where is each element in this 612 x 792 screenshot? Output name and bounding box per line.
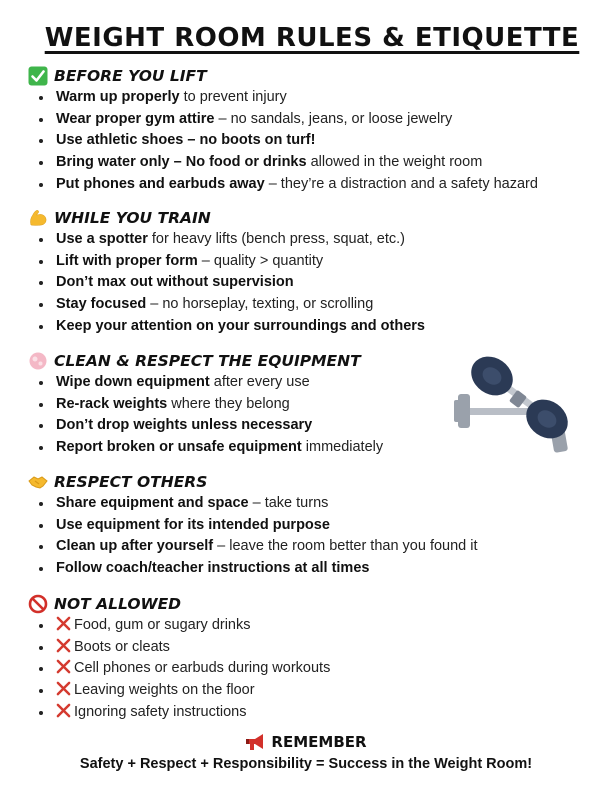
cross-mark-icon — [56, 681, 71, 696]
rule-text: after every use — [209, 374, 310, 390]
list-item — [28, 109, 598, 131]
list-item — [28, 615, 598, 637]
rule-list — [28, 493, 598, 580]
rule-bold: Use equipment for its intended purpose — [56, 516, 330, 533]
rule-bold: Share equipment and space — [56, 495, 249, 511]
section-title: CLEAN & RESPECT THE EQUIPMENT — [54, 352, 361, 370]
list-item — [28, 680, 598, 702]
list-item — [28, 174, 598, 196]
list-item — [28, 515, 598, 537]
section-header — [28, 65, 598, 87]
section-title: WHILE YOU TRAIN — [54, 209, 211, 227]
dumbbell-icon — [452, 356, 576, 456]
rule-list — [28, 229, 598, 337]
rule-text: to prevent injury — [179, 89, 287, 105]
rule-text: – no horseplay, texting, or scrolling — [146, 296, 374, 313]
rule-bold: Report broken or unsafe equipment — [56, 439, 302, 456]
tagline: Safety + Respect + Responsibility = Success in the Weight Room! — [79, 756, 533, 772]
rule-text: Food, gum or sugary drinks — [74, 617, 251, 633]
rule-bold: Stay focused — [56, 296, 147, 313]
flexed-biceps-icon — [28, 208, 48, 228]
section-respect-others — [28, 471, 598, 580]
rule-bold: Warm up properly — [56, 89, 180, 105]
section-not-allowed — [28, 593, 598, 723]
section-title: BEFORE YOU LIFT — [54, 67, 207, 85]
sponge-icon — [28, 351, 48, 371]
section-title: RESPECT OTHERS — [54, 473, 208, 491]
remember-title: REMEMBER — [271, 733, 367, 751]
rule-bold: Wipe down equipment — [56, 374, 210, 390]
rule-list — [28, 615, 598, 723]
list-item — [28, 87, 598, 109]
list-item — [28, 637, 598, 659]
list-item — [28, 536, 598, 558]
handshake-icon — [28, 472, 48, 492]
rule-bold: Wear proper gym attire — [56, 110, 215, 127]
rule-bold: Bring water only – No food or drinks — [56, 154, 307, 171]
cross-mark-icon — [56, 703, 71, 718]
rule-text: where they belong — [167, 395, 290, 412]
rule-bold: Use a spotter — [56, 231, 148, 247]
rule-text: for heavy lifts (bench press, squat, etc.) — [147, 231, 405, 247]
remember-header — [0, 733, 612, 751]
rule-text: immediately — [301, 439, 384, 456]
rule-bold: Re-rack weights — [56, 395, 168, 412]
list-item — [28, 493, 598, 515]
cross-mark-icon — [56, 659, 71, 674]
rule-text: – quality > quantity — [197, 252, 324, 269]
rule-bold: Clean up after yourself — [56, 538, 214, 555]
rule-text: – take turns — [248, 495, 329, 511]
rule-text: Cell phones or earbuds during workouts — [74, 660, 331, 677]
section-while-you-train — [28, 207, 598, 337]
rule-bold: Use athletic shoes – no boots on turf! — [56, 132, 316, 149]
list-item — [28, 272, 598, 294]
rule-text: – they’re a distraction and a safety hazard — [264, 175, 538, 192]
list-item — [28, 294, 598, 316]
list-item — [28, 702, 598, 724]
section-header — [28, 207, 598, 229]
rule-bold: Put phones and earbuds away — [56, 175, 265, 192]
rule-bold: Don’t max out without supervision — [56, 274, 294, 291]
rule-bold: Follow coach/teacher instructions at all times — [56, 560, 370, 577]
rule-bold: Keep your attention on your surroundings and others — [56, 317, 425, 334]
section-header — [28, 593, 598, 615]
list-item — [28, 229, 598, 251]
megaphone-icon — [245, 733, 267, 751]
rule-text: Leaving weights on the floor — [74, 682, 255, 699]
section-header — [28, 471, 598, 493]
cross-mark-icon — [56, 616, 71, 631]
section-title: NOT ALLOWED — [54, 595, 182, 613]
rule-list — [28, 87, 598, 195]
rule-text: – no sandals, jeans, or loose jewelry — [214, 110, 453, 127]
list-item — [28, 316, 598, 338]
list-item — [28, 130, 598, 152]
rule-text: Boots or cleats — [74, 638, 170, 655]
section-before-you-lift — [28, 65, 598, 195]
list-item — [28, 658, 598, 680]
rule-bold: Don’t drop weights unless necessary — [56, 417, 313, 434]
cross-mark-icon — [56, 638, 71, 653]
rule-text: allowed in the weight room — [306, 154, 483, 171]
list-item — [28, 558, 598, 580]
page-title: WEIGHT ROOM RULES & ETIQUETTE — [44, 23, 580, 53]
title-row — [44, 14, 580, 62]
check-mark-icon — [28, 66, 48, 86]
list-item — [28, 251, 598, 273]
prohibited-icon — [28, 594, 48, 614]
rule-bold: Lift with proper form — [56, 252, 198, 269]
rule-text: – leave the room better than you found it — [213, 538, 478, 555]
rule-text: Ignoring safety instructions — [74, 703, 247, 720]
list-item — [28, 152, 598, 174]
